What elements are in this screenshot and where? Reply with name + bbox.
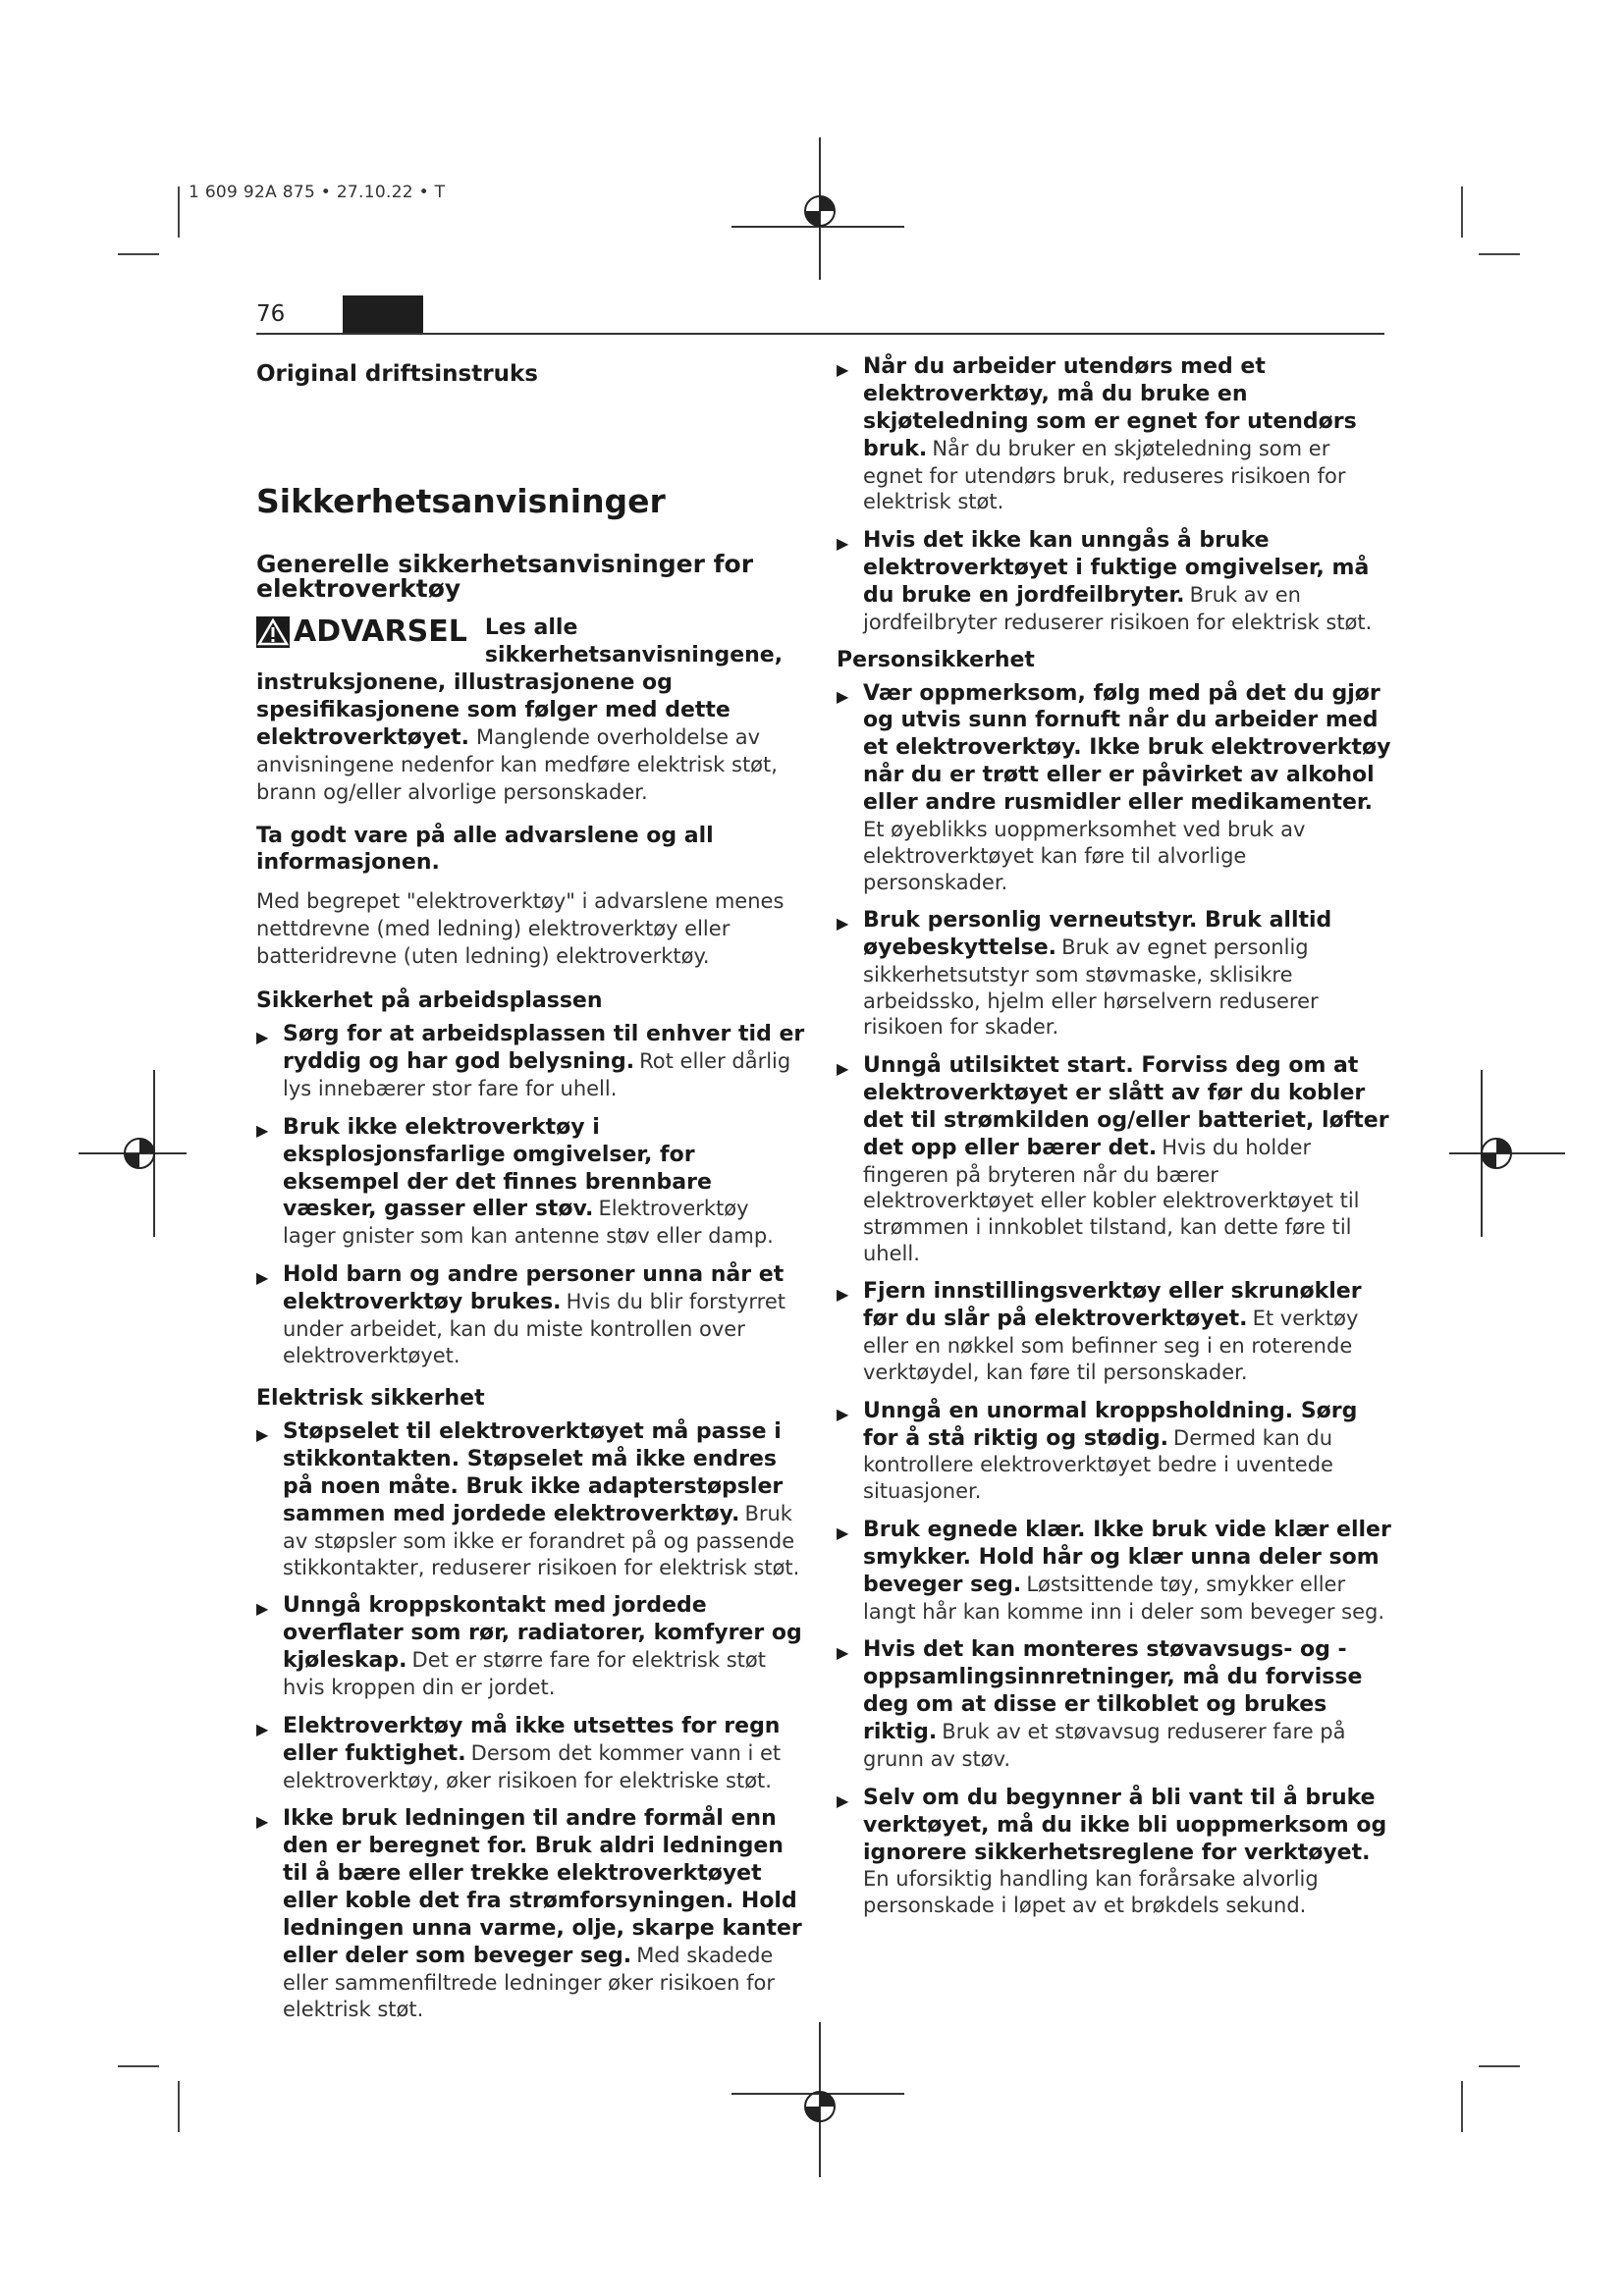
list-item xyxy=(837,907,1394,1041)
right-column xyxy=(837,353,1394,1931)
item-normal: Hvis du holder fingeren på bryteren når du bærer elektroverktøyet eller kobler elektroverktøyet til strømmen i innkoblet tilstand, kan dette føre til uhell. xyxy=(863,1135,1360,1265)
doc-title: Original driftsinstruks xyxy=(256,361,538,387)
list-item xyxy=(256,1592,806,1700)
list-item xyxy=(837,1517,1394,1625)
item-bold: Hvis det ikke kan unngås å bruke elektroverktøyet i fuktige omgivelser, må du bruke en jordfeilbryter. xyxy=(863,528,1370,608)
list-item xyxy=(837,1278,1394,1385)
crop-mark xyxy=(118,253,159,255)
bullet-arrow-icon: ▶ xyxy=(837,1522,849,1542)
crop-mark xyxy=(1461,2081,1463,2132)
job-info: 1 609 92A 875 • 27.10.22 • T xyxy=(189,183,446,202)
group-title: Elektrisk sikkerhet xyxy=(256,1386,485,1412)
bullet-list xyxy=(256,1418,806,2022)
item-normal: Det er større fare for elektrisk støt hvis kroppen din er jordet. xyxy=(283,1648,766,1700)
list-item xyxy=(837,1636,1394,1772)
bullet-arrow-icon: ▶ xyxy=(256,1268,269,1288)
page-number: 76 xyxy=(256,301,286,327)
list-item xyxy=(837,1052,1394,1266)
bullet-list xyxy=(256,1021,806,1368)
crop-mark xyxy=(1461,187,1463,238)
intro-text: Med begrepet "elektroverktøy" i advarslene menes nettdrevne (med ledning) elektroverktøy eller batteridrevne (uten ledning) elektroverktøy. xyxy=(256,889,785,969)
item-normal: Bruk av egnet personlig sikkerhetsutstyr som støvmaske, sklisikre arbeidssko, hjelm eller hørselvern reduserer risikoen for skader. xyxy=(863,935,1319,1040)
crop-mark xyxy=(1479,253,1520,255)
item-bold: Ikke bruk ledningen til andre formål enn den er beregnet for. Bruk aldri ledningen til å bære eller trekke elektroverktøyet eller koble det fra strømforsyningen. Hold ledningen unna varme, olje, skarpe kanter eller deler som beveger seg. xyxy=(283,1806,802,1969)
warning-block xyxy=(256,614,806,669)
item-normal: Et øyeblikks uoppmerksomhet ved bruk av elektroverktøyet kan føre til alvorlige personskader. xyxy=(863,818,1306,894)
list-item xyxy=(837,353,1394,515)
group-title: Personsikkerhet xyxy=(837,647,1035,672)
bullet-arrow-icon: ▶ xyxy=(837,1790,849,1810)
item-normal: Hvis du blir forstyrret under arbeidet, kan du miste kontrollen over elektroverktøyet. xyxy=(283,1290,786,1367)
item-normal: Et verktøy eller en nøkkel som befinner seg i en roterende verktøydel, kan føre til personskader. xyxy=(863,1307,1359,1384)
item-normal: Bruk av en jordfeilbryter reduserer risikoen for elektrisk støt. xyxy=(863,582,1373,634)
registration-mark-icon xyxy=(731,137,908,285)
list-item xyxy=(837,680,1394,896)
list-item xyxy=(256,1418,806,1580)
bullet-arrow-icon: ▶ xyxy=(256,1425,269,1445)
bullet-arrow-icon: ▶ xyxy=(256,1120,269,1140)
registration-mark-icon xyxy=(1449,1070,1567,1237)
language-tab xyxy=(343,295,423,334)
list-item xyxy=(256,1261,806,1368)
warning-text xyxy=(256,669,806,807)
subsection-title: Generelle sikkerhetsanvisninger for elektroverktøy xyxy=(256,549,754,603)
crop-mark xyxy=(118,2065,159,2067)
item-bold: Vær oppmerksom, følg med på det du gjør og utvis sunn fornuft når du arbeider med et elektroverktøy. Ikke bruk elektroverktøy når du er trøtt eller er påvirket av alkohol eller andre rusmidler eller medikamenter. xyxy=(863,680,1391,816)
list-item xyxy=(256,1713,806,1794)
crop-mark xyxy=(1479,2065,1520,2067)
bullet-arrow-icon: ▶ xyxy=(256,1719,269,1738)
item-bold: Unngå kroppskontakt med jordede overflater som rør, radiatorer, komfyrer og kjøleskap. xyxy=(283,1593,802,1674)
item-normal: Elektroverktøy lager gnister som kan antenne støv eller damp. xyxy=(283,1197,774,1249)
list-item xyxy=(837,527,1394,635)
item-normal: Bruk av støpsler som ikke er forandret på og passende stikkontakter, reduserer risikoen for elektrisk støt. xyxy=(283,1502,800,1579)
warning-triangle-icon xyxy=(256,616,290,648)
bullet-list xyxy=(837,680,1394,1919)
item-bold: Bruk ikke elektroverktøy i eksplosjonsfarlige omgivelser, for eksempel der det finnes brennbare væsker, gasser eller støv. xyxy=(283,1114,712,1222)
item-normal: Løstsittende tøy, smykker eller langt hår kan komme inn i deler som beveger seg. xyxy=(863,1572,1385,1624)
item-normal: Dermed kan du kontrollere elektroverktøyet bedre i uventede situasjoner. xyxy=(863,1425,1333,1504)
bullet-arrow-icon: ▶ xyxy=(837,914,849,934)
item-bold: Når du arbeider utendørs med et elektroverktøy, må du bruke en skjøteledning som er egnet for utendørs bruk. xyxy=(863,354,1357,461)
warning-normal: Manglende overholdelse av anvisningene nedenfor kan medføre elektrisk støt, brann og/eller alvorlige personskader. xyxy=(256,724,778,804)
item-normal: Dersom det kommer vann i et elektroverktøy, øker risikoen for elektriske støt. xyxy=(283,1740,782,1792)
intro-bold: Ta godt vare på alle advarslene og all informasjonen. xyxy=(256,823,714,876)
list-item xyxy=(256,1021,806,1102)
warning-label-text: ADVARSEL xyxy=(294,614,467,649)
bullet-arrow-icon: ▶ xyxy=(837,686,849,706)
crop-mark xyxy=(178,187,180,238)
header-rule xyxy=(256,333,1384,335)
section-title: Sikkerhetsanvisninger xyxy=(256,482,666,520)
item-normal: En uforsiktig handling kan forårsake alvorlig personskade i løpet av et brøkdels sekund. xyxy=(863,1867,1319,1918)
item-bold: Hvis det kan monteres støvavsugs- og -oppsamlingsinnretninger, må du forvisse deg om at disse er tilkoblet og brukes riktig. xyxy=(863,1637,1363,1745)
bullet-arrow-icon: ▶ xyxy=(837,534,849,554)
warning-lead-inline: Les alle sikkerhetsanvisningene, xyxy=(484,614,784,667)
list-item xyxy=(837,1785,1394,1919)
item-bold: Bruk egnede klær. Ikke bruk vide klær eller smykker. Hold hår og klær unna deler som beveger seg. xyxy=(863,1517,1391,1597)
item-bold: Bruk personlig verneutstyr. Bruk alltid øyebeskyttelse. xyxy=(863,908,1332,961)
item-bold: Unngå en unormal kroppsholdning. Sørg for å stå riktig og stødig. xyxy=(863,1398,1358,1451)
group-title: Sikkerhet på arbeidsplassen xyxy=(256,988,603,1014)
item-normal: Med skadede eller sammenfiltrede ledninger øker risikoen for elektrisk støt. xyxy=(283,1944,775,2021)
item-normal: Når du bruker en skjøteledning som er egnet for utendørs bruk, reduseres risikoen for elektrisk støt. xyxy=(863,436,1346,514)
bullet-arrow-icon: ▶ xyxy=(256,1028,269,1047)
item-bold: Sørg for at arbeidsplassen til enhver tid er ryddig og har god belysning. xyxy=(283,1022,805,1075)
item-bold: Fjern innstillingsverktøy eller skrunøkler før du slår på elektroverktøyet. xyxy=(863,1279,1362,1332)
list-item xyxy=(837,1398,1394,1505)
list-item xyxy=(256,1114,806,1250)
registration-mark-icon xyxy=(731,2022,908,2179)
list-item xyxy=(256,1805,806,2022)
item-normal: Rot eller dårlig lys innebærer stor fare for uhell. xyxy=(283,1049,791,1101)
crop-mark xyxy=(178,2081,180,2132)
item-bold: Hold barn og andre personer unna når et elektroverktøy brukes. xyxy=(283,1262,785,1315)
warning-label xyxy=(256,614,467,648)
item-bold: Elektroverktøy må ikke utsettes for regn eller fuktighet. xyxy=(283,1713,781,1766)
bullet-list xyxy=(837,353,1394,636)
bullet-arrow-icon: ▶ xyxy=(256,1812,269,1832)
warning-lead-rest: instruksjonene, illustrasjonene og spesifikasjonene som følger med dette elektroverktøyet. xyxy=(256,669,731,750)
item-bold: Selv om du begynner å bli vant til å bruke verktøyet, må du ikke bli uoppmerksom og ignorere sikkerhetsreglene for verktøyet. xyxy=(863,1785,1387,1865)
item-normal: Bruk av et støvavsug reduserer fare på grunn av støv. xyxy=(863,1720,1346,1771)
bullet-arrow-icon: ▶ xyxy=(837,1643,849,1663)
left-column xyxy=(256,353,806,2034)
bullet-arrow-icon: ▶ xyxy=(837,360,849,379)
bullet-arrow-icon: ▶ xyxy=(837,1404,849,1423)
bullet-arrow-icon: ▶ xyxy=(837,1059,849,1079)
bullet-arrow-icon: ▶ xyxy=(837,1285,849,1305)
registration-mark-icon xyxy=(79,1070,187,1237)
item-bold: Støpselet til elektroverktøyet må passe i stikkontakten. Støpselet må ikke endres på noen måte. Bruk ikke adapterstøpsler sammen med jordede elektroverktøy. xyxy=(283,1419,784,1527)
bullet-arrow-icon: ▶ xyxy=(256,1599,269,1619)
item-bold: Unngå utilsiktet start. Forviss deg om at elektroverktøyet er slått av før du kobler det til strømkilden og/eller batteriet, løfter det opp eller bærer det. xyxy=(863,1053,1389,1160)
